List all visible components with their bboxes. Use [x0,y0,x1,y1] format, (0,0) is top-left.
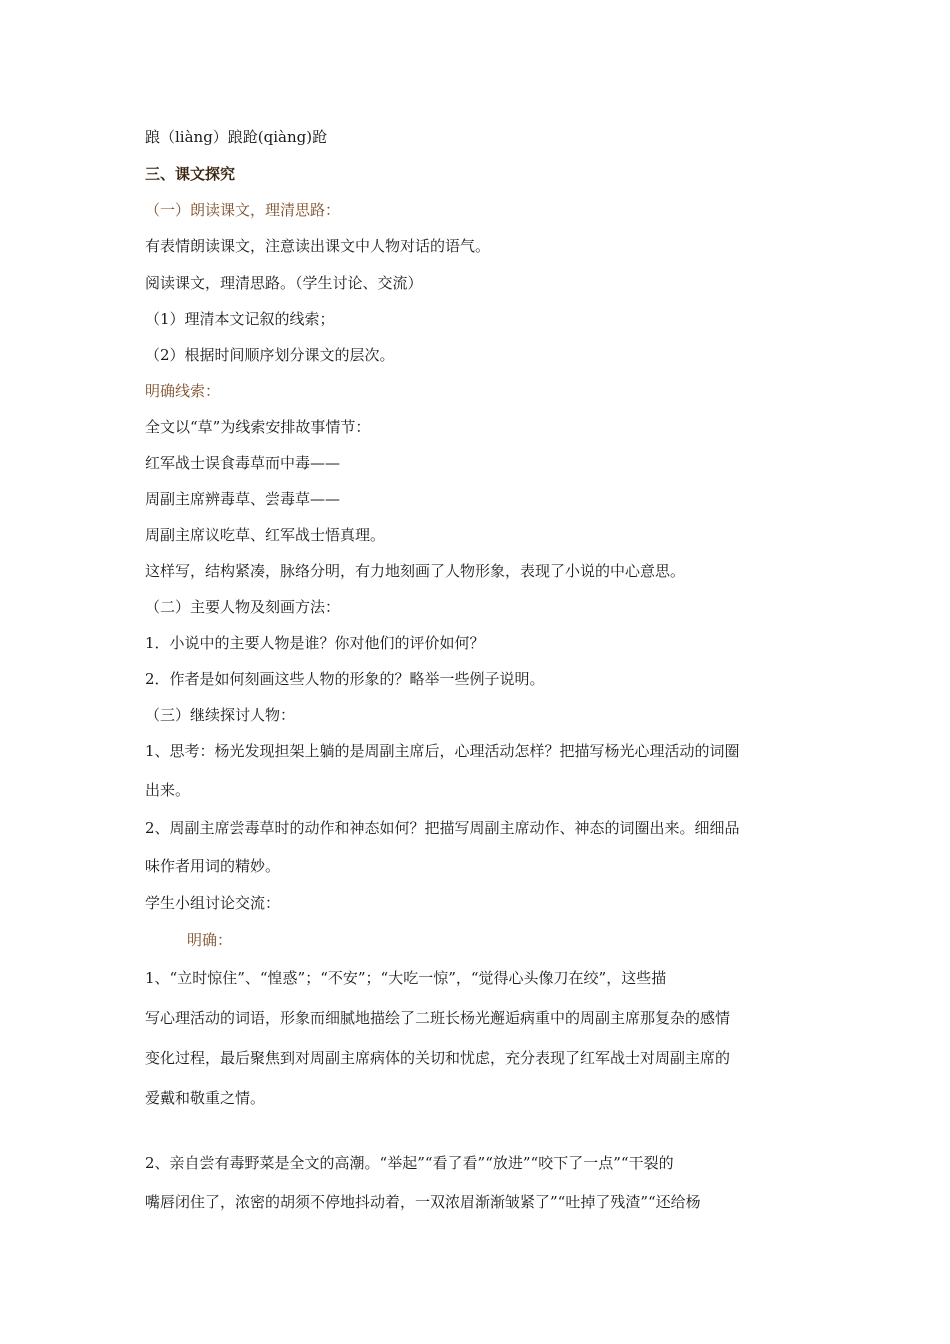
subsection-heading-3: （三）继续探讨人物： [145,706,296,724]
paragraph: 学生小组讨论交流： [145,894,281,912]
section-heading: 三、课文探究 [145,165,236,183]
paragraph: 阅读课文，理清思路。（学生讨论、交流） [145,274,423,292]
question: 1．小说中的主要人物是谁？你对他们的评价如何？ [145,634,485,652]
subsection-heading-1: （一）朗读课文，理清思路： [145,201,341,219]
question-continued: 味作者用词的精妙。 [145,857,281,875]
paragraph: 这样写，结构紧凑，脉络分明，有力地刻画了人物形象，表现了小说的中心意思。 [145,562,686,580]
answer-label: 明确： [187,931,233,949]
answer-paragraph: 2、亲自尝有毒野菜是全文的高潮。“举起”“看了看”“放进”“咬下了一点”“干裂的 [145,1154,674,1172]
paragraph: 周副主席辨毒草、尝毒草—— [145,490,341,508]
paragraph: 红军战士误食毒草而中毒—— [145,454,341,472]
answer-paragraph: 爱戴和敬重之情。 [145,1089,266,1107]
pinyin-line: 踉（liàng）踉跄(qiàng)跄 [145,128,328,146]
paragraph: 周副主席议吃草、红军战士悟真理。 [145,526,386,544]
question: 2．作者是如何刻画这些人物的形象的？略举一些例子说明。 [145,670,545,688]
question: 2、周副主席尝毒草时的动作和神态如何？把描写周副主席动作、神态的词圈出来。细细品 [145,819,740,837]
list-item: （1）理清本文记叙的线索； [145,310,335,328]
question-continued: 出来。 [145,781,191,799]
answer-paragraph: 写心理活动的词语，形象而细腻地描绘了二班长杨光邂逅病重中的周副主席那复杂的感情 [145,1009,731,1027]
answer-label: 明确线索： [145,382,221,400]
answer-paragraph: 1、“立时惊住”、“惶惑”；“不安”；“大吃一惊”，“觉得心头像刀在绞”，这些描 [145,969,667,987]
subsection-heading-2: （二）主要人物及刻画方法： [145,598,341,616]
answer-paragraph: 嘴唇闭住了，浓密的胡须不停地抖动着，一双浓眉渐渐皱紧了”“吐掉了残渣”“还给杨 [145,1193,701,1211]
paragraph: 有表情朗读课文，注意读出课文中人物对话的语气。 [145,237,491,255]
answer-paragraph: 变化过程，最后聚焦到对周副主席病体的关切和忧虑，充分表现了红军战士对周副主席的 [145,1049,731,1067]
list-item: （2）根据时间顺序划分课文的层次。 [145,346,395,364]
paragraph: 全文以“草”为线索安排故事情节： [145,418,371,436]
question: 1、思考：杨光发现担架上躺的是周副主席后，心理活动怎样？把描写杨光心理活动的词圈 [145,742,740,760]
